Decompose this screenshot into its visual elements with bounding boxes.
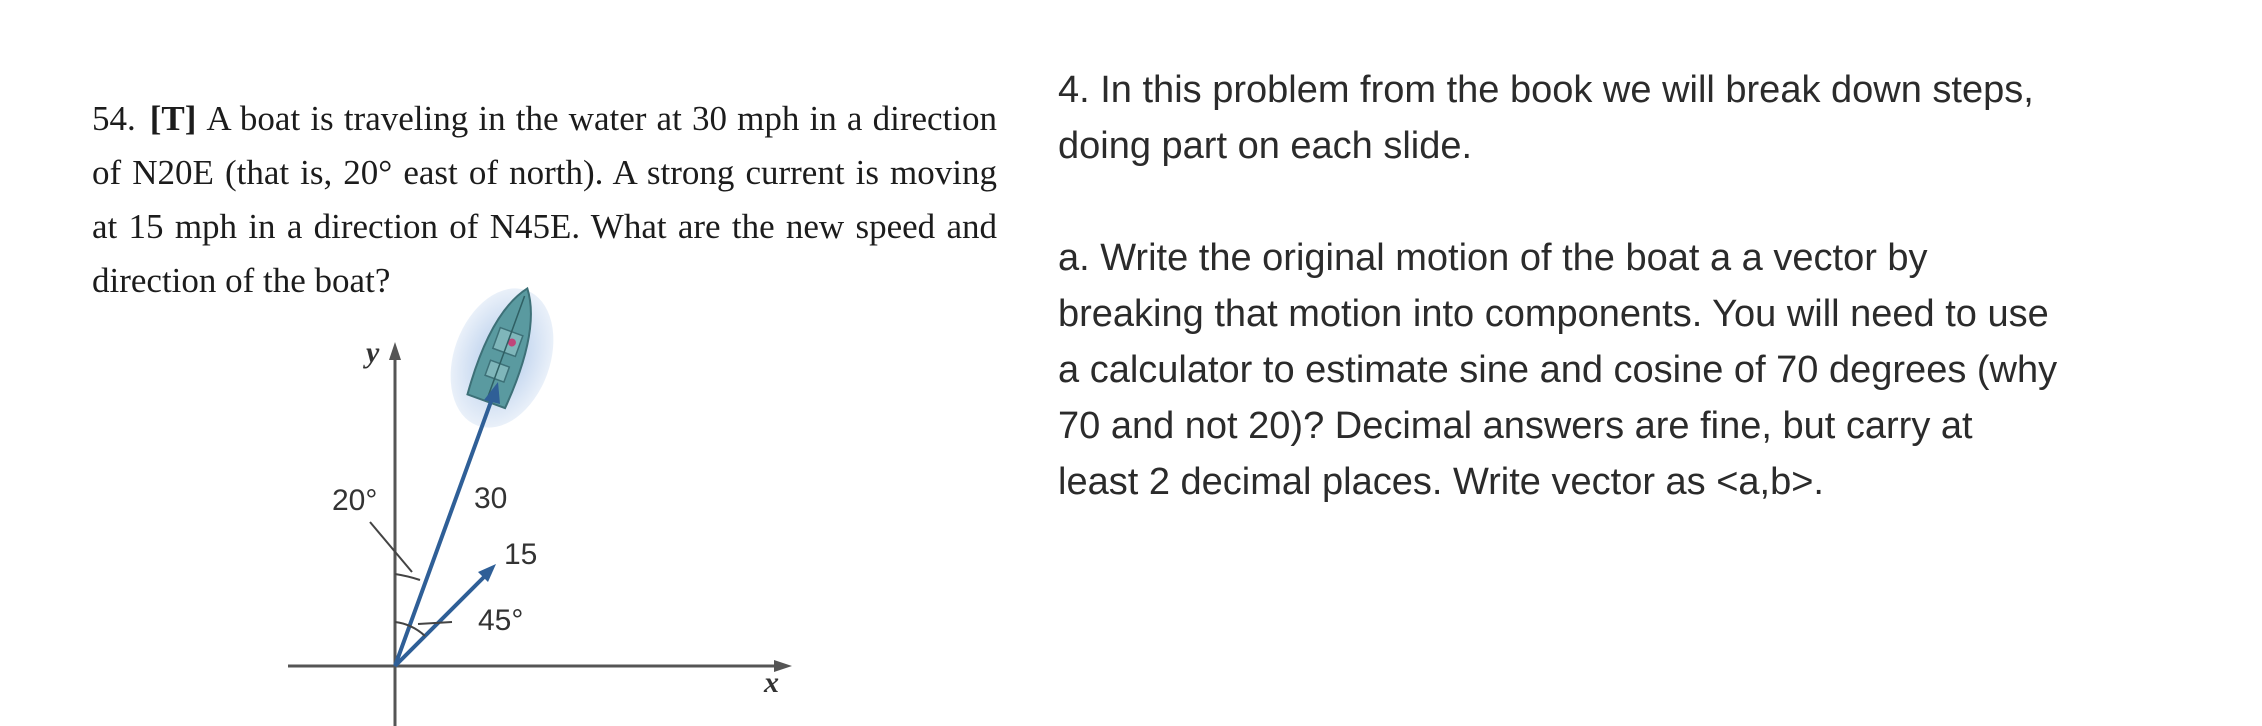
paragraph-gap — [1058, 174, 2058, 230]
leader-line-20 — [370, 522, 412, 572]
boat-vector-figure — [270, 292, 830, 726]
y-axis-label: y — [366, 336, 380, 369]
problem-tag: [T] — [149, 99, 197, 138]
current-speed-label: 15 — [504, 538, 538, 571]
figure-svg — [270, 292, 830, 726]
angle-boat-label: 20° — [332, 484, 378, 517]
problem-text: A boat is traveling in the water at 30 mph in a direction of N20E (that is, 20° east of north). A strong current is moving at 15 mph in a direction of N45E. What are the new speed and direction of the boat? — [92, 99, 997, 300]
textbook-problem — [92, 92, 997, 308]
instructions-panel — [1058, 62, 2058, 510]
problem-number: 54. — [92, 99, 136, 138]
instructions-intro: 4. In this problem from the book we will break down steps, doing part on each slide. — [1058, 69, 2034, 167]
x-axis-label: x — [764, 666, 779, 699]
current-vector — [395, 573, 488, 666]
instructions-part-a: a. Write the original motion of the boat a a vector by breaking that motion into components. You will need to use a calculator to estimate sine and cosine of 70 degrees (why 70 and not 20)? Decimal answers are fine, but carry at least 2 decimal places. Write vector as <a,b>. — [1058, 237, 2058, 503]
leader-line-45 — [418, 622, 452, 624]
boat-speed-label: 30 — [474, 482, 508, 515]
y-axis-arrowhead — [389, 342, 401, 360]
angle-arc-boat — [395, 574, 420, 580]
angle-current-label: 45° — [478, 604, 524, 637]
